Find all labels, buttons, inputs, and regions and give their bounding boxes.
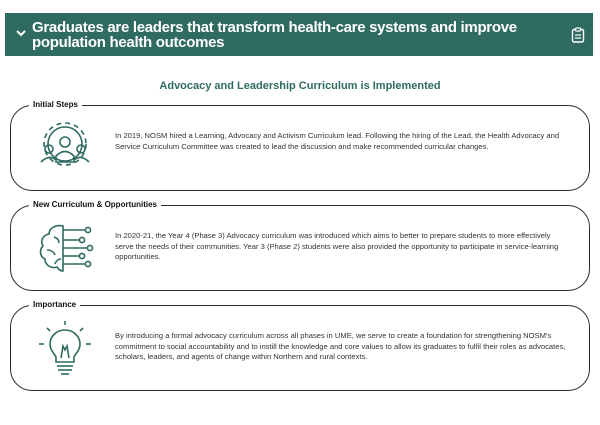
section-panel-importance	[10, 300, 590, 391]
section-label: New Curriculum & Opportunities	[29, 199, 161, 211]
brain-circuit-icon	[33, 220, 97, 278]
section-panel-new-curriculum	[10, 200, 590, 291]
section-label: Initial Steps	[29, 99, 82, 111]
section-text: In 2019, NOSM hired a Learning, Advocacy and Activism Curriculum lead. Following the hiring of the Lead, the Health Advocacy and Service Curriculum Committee was created to lead the discussion and make recommended curricular changes.	[115, 131, 560, 151]
section-label: Importance	[29, 299, 80, 311]
clipboard-icon[interactable]	[571, 27, 585, 43]
chevron-down-icon[interactable]	[15, 27, 27, 39]
section-text: By introducing a formal advocacy curriculum across all phases in UME, we serve to create a foundation for strengthening NOSM's commitment to social accountability and to instill the knowledge and core values to allow its graduates to fulfil their roles as advocates, scholars, leaders, and agents of change within Northern and rural contexts.	[115, 331, 566, 362]
section-panel-initial-steps	[10, 100, 590, 191]
content-subtitle: Advocacy and Leadership Curriculum is Implemented	[159, 80, 441, 92]
team-gear-icon	[33, 120, 97, 178]
section-text: In 2020-21, the Year 4 (Phase 3) Advocacy curriculum was introduced which aims to better to prepare students to more effectively serve the needs of their communities. Year 3 (Phase 2) students were also provided the opportunity to participate in service-learning opportunities.	[115, 231, 559, 262]
lightbulb-icon	[33, 320, 97, 378]
section-header[interactable]	[5, 13, 593, 56]
header-title: Graduates are leaders that transform health-care systems and improve population health outcomes	[32, 19, 517, 51]
